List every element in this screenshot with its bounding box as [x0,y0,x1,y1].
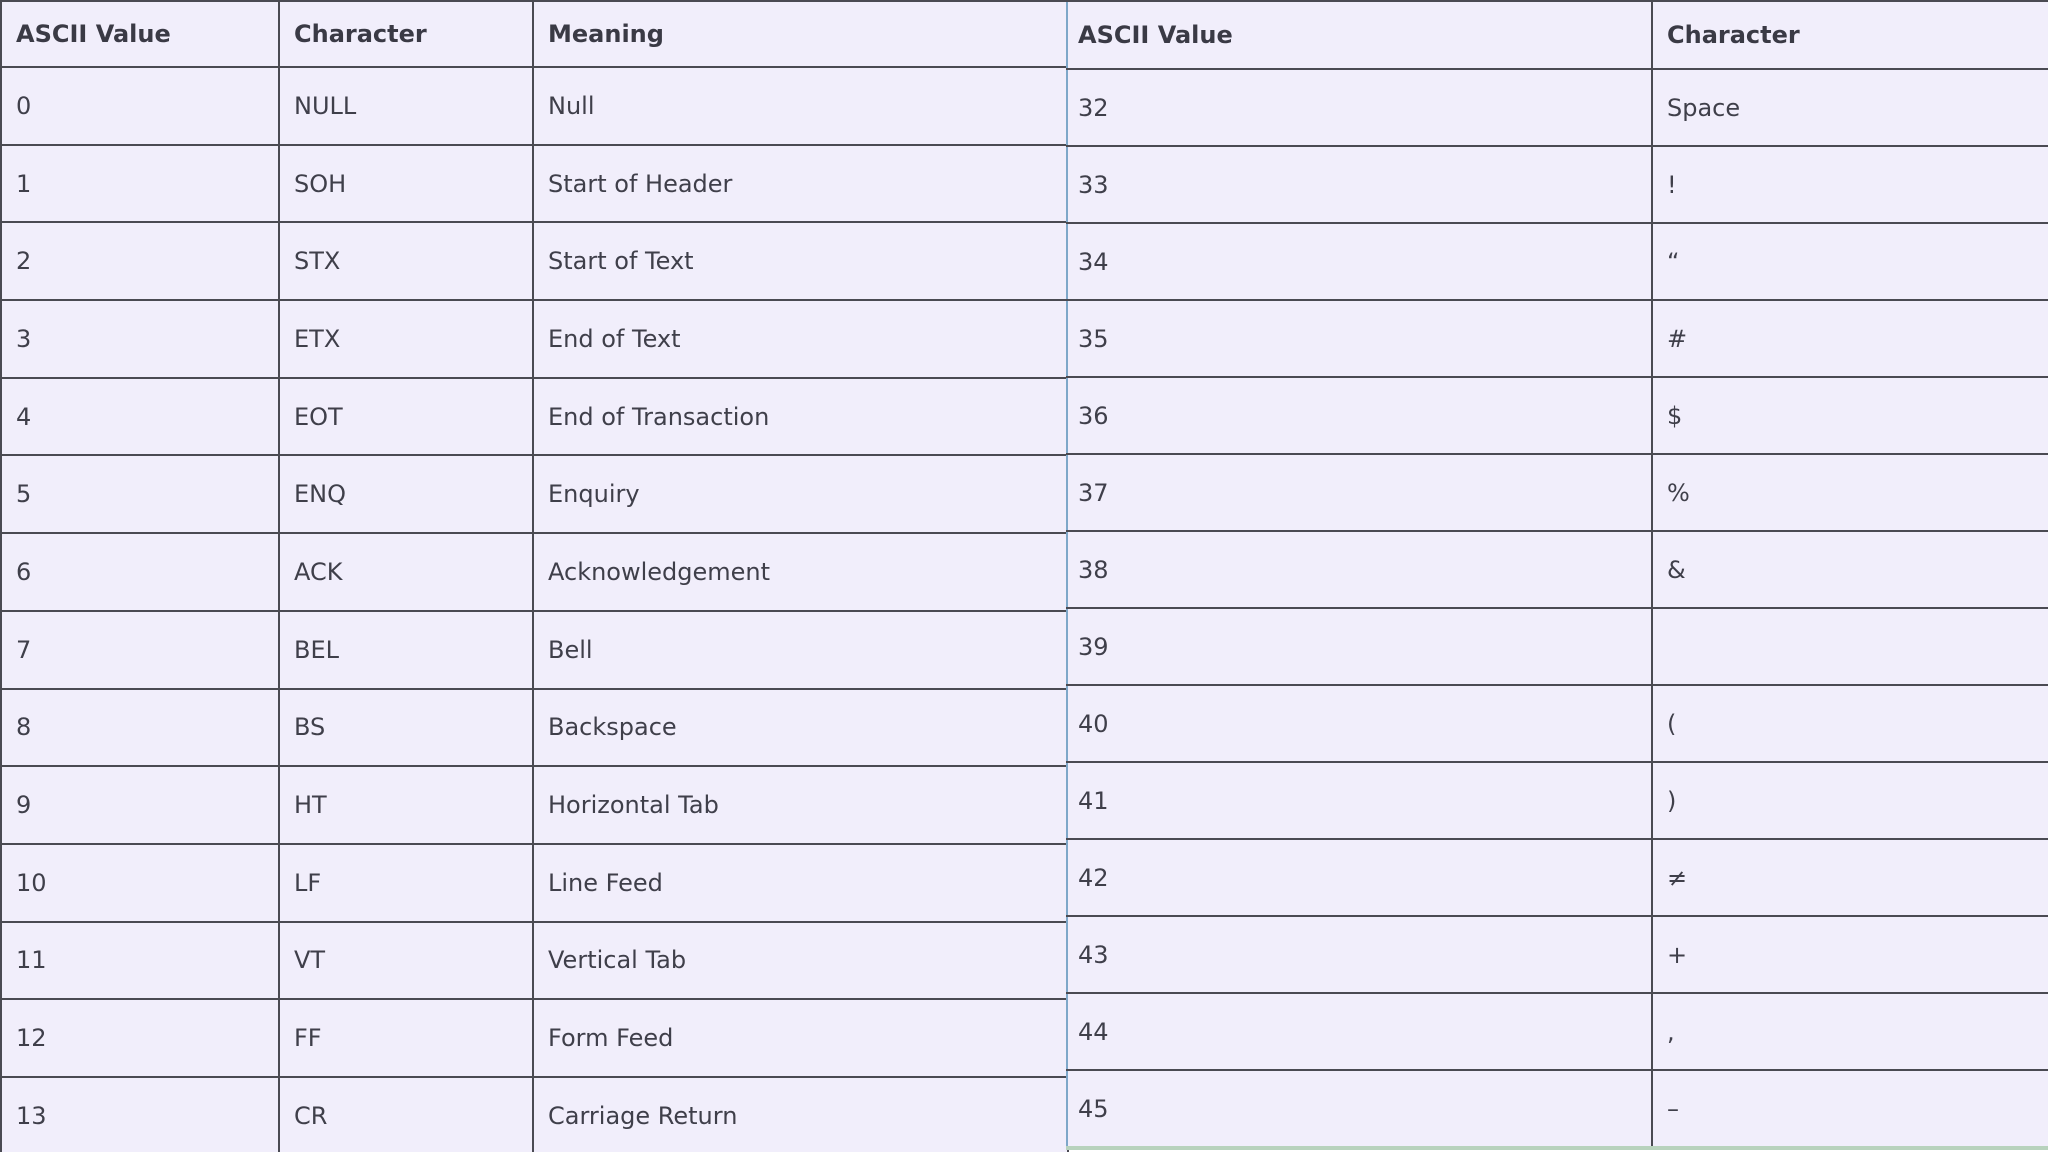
cell-meaning: Line Feed [533,844,1068,922]
table-row [1067,1070,2048,1147]
table-row [1067,300,2048,377]
cell-ascii-value: 37 [1067,454,1652,531]
cell-character: EOT [279,378,533,456]
cell-ascii-value: 12 [1,999,279,1077]
cell-meaning: Start of Text [533,222,1068,300]
table-row [1067,146,2048,223]
table-row [1,611,1068,689]
table-row [1067,608,2048,685]
header-ascii-value: ASCII Value [1067,1,1652,69]
cell-meaning: Backspace [533,689,1068,767]
table-row [1,1077,1068,1152]
cell-meaning: Bell [533,611,1068,689]
cell-ascii-value: 5 [1,455,279,533]
cell-character: , [1652,993,2048,1070]
cell-character: + [1652,916,2048,993]
cell-ascii-value: 35 [1067,300,1652,377]
cell-character: & [1652,531,2048,608]
cell-meaning: End of Text [533,300,1068,378]
cell-character: BEL [279,611,533,689]
table-row [1067,685,2048,762]
cell-meaning: Carriage Return [533,1077,1068,1152]
bottom-accent-line [1066,1146,2048,1150]
table-row [1,533,1068,611]
cell-character: “ [1652,223,2048,300]
table-row [1067,993,2048,1070]
right-table-body [1067,69,2048,1147]
left-table-body [1,67,1068,1152]
cell-character: CR [279,1077,533,1152]
cell-ascii-value: 3 [1,300,279,378]
cell-meaning: Acknowledgement [533,533,1068,611]
cell-meaning: Start of Header [533,145,1068,223]
cell-ascii-value: 11 [1,922,279,1000]
cell-character: FF [279,999,533,1077]
cell-character: ) [1652,762,2048,839]
cell-ascii-value: 39 [1067,608,1652,685]
cell-character: ETX [279,300,533,378]
cell-character: ENQ [279,455,533,533]
table-row [1067,377,2048,454]
cell-meaning: End of Transaction [533,378,1068,456]
cell-character: STX [279,222,533,300]
cell-character: $ [1652,377,2048,454]
table-row [1067,223,2048,300]
table-row [1,999,1068,1077]
cell-ascii-value: 4 [1,378,279,456]
cell-ascii-value: 43 [1067,916,1652,993]
cell-ascii-value: 0 [1,67,279,145]
cell-character: % [1652,454,2048,531]
table-row [1,844,1068,922]
cell-character: Space [1652,69,2048,146]
table-row [1067,762,2048,839]
cell-ascii-value: 1 [1,145,279,223]
cell-character: HT [279,766,533,844]
cell-character: ACK [279,533,533,611]
cell-ascii-value: 42 [1067,839,1652,916]
cell-ascii-value: 10 [1,844,279,922]
cell-character: ≠ [1652,839,2048,916]
cell-ascii-value: 40 [1067,685,1652,762]
ascii-table-right [1066,0,2048,1148]
cell-ascii-value: 36 [1067,377,1652,454]
cell-ascii-value: 6 [1,533,279,611]
cell-ascii-value: 9 [1,766,279,844]
cell-ascii-value: 34 [1067,223,1652,300]
cell-character: # [1652,300,2048,377]
cell-meaning: Enquiry [533,455,1068,533]
table-row [1067,839,2048,916]
header-character: Character [1652,1,2048,69]
cell-ascii-value: 7 [1,611,279,689]
cell-character [1652,608,2048,685]
cell-character: ( [1652,685,2048,762]
header-ascii-value: ASCII Value [1,1,279,67]
cell-character: SOH [279,145,533,223]
cell-ascii-value: 38 [1067,531,1652,608]
table-header-row [1,1,1068,67]
cell-ascii-value: 2 [1,222,279,300]
table-header-row [1067,1,2048,69]
table-row [1,378,1068,456]
table-row [1,766,1068,844]
table-row [1067,916,2048,993]
cell-ascii-value: 44 [1067,993,1652,1070]
cell-ascii-value: 13 [1,1077,279,1152]
table-row [1,67,1068,145]
cell-character: ! [1652,146,2048,223]
cell-character: BS [279,689,533,767]
table-row [1067,454,2048,531]
cell-character: – [1652,1070,2048,1147]
cell-character: LF [279,844,533,922]
table-row [1067,531,2048,608]
header-character: Character [279,1,533,67]
cell-character: NULL [279,67,533,145]
table-row [1,689,1068,767]
cell-ascii-value: 45 [1067,1070,1652,1147]
table-row [1067,69,2048,146]
cell-meaning: Horizontal Tab [533,766,1068,844]
cell-ascii-value: 32 [1067,69,1652,146]
cell-ascii-value: 33 [1067,146,1652,223]
cell-character: VT [279,922,533,1000]
cell-ascii-value: 41 [1067,762,1652,839]
cell-meaning: Form Feed [533,999,1068,1077]
table-row [1,922,1068,1000]
table-row [1,222,1068,300]
header-meaning: Meaning [533,1,1068,67]
cell-meaning: Vertical Tab [533,922,1068,1000]
table-row [1,145,1068,223]
table-row [1,455,1068,533]
table-row [1,300,1068,378]
cell-ascii-value: 8 [1,689,279,767]
cell-meaning: Null [533,67,1068,145]
